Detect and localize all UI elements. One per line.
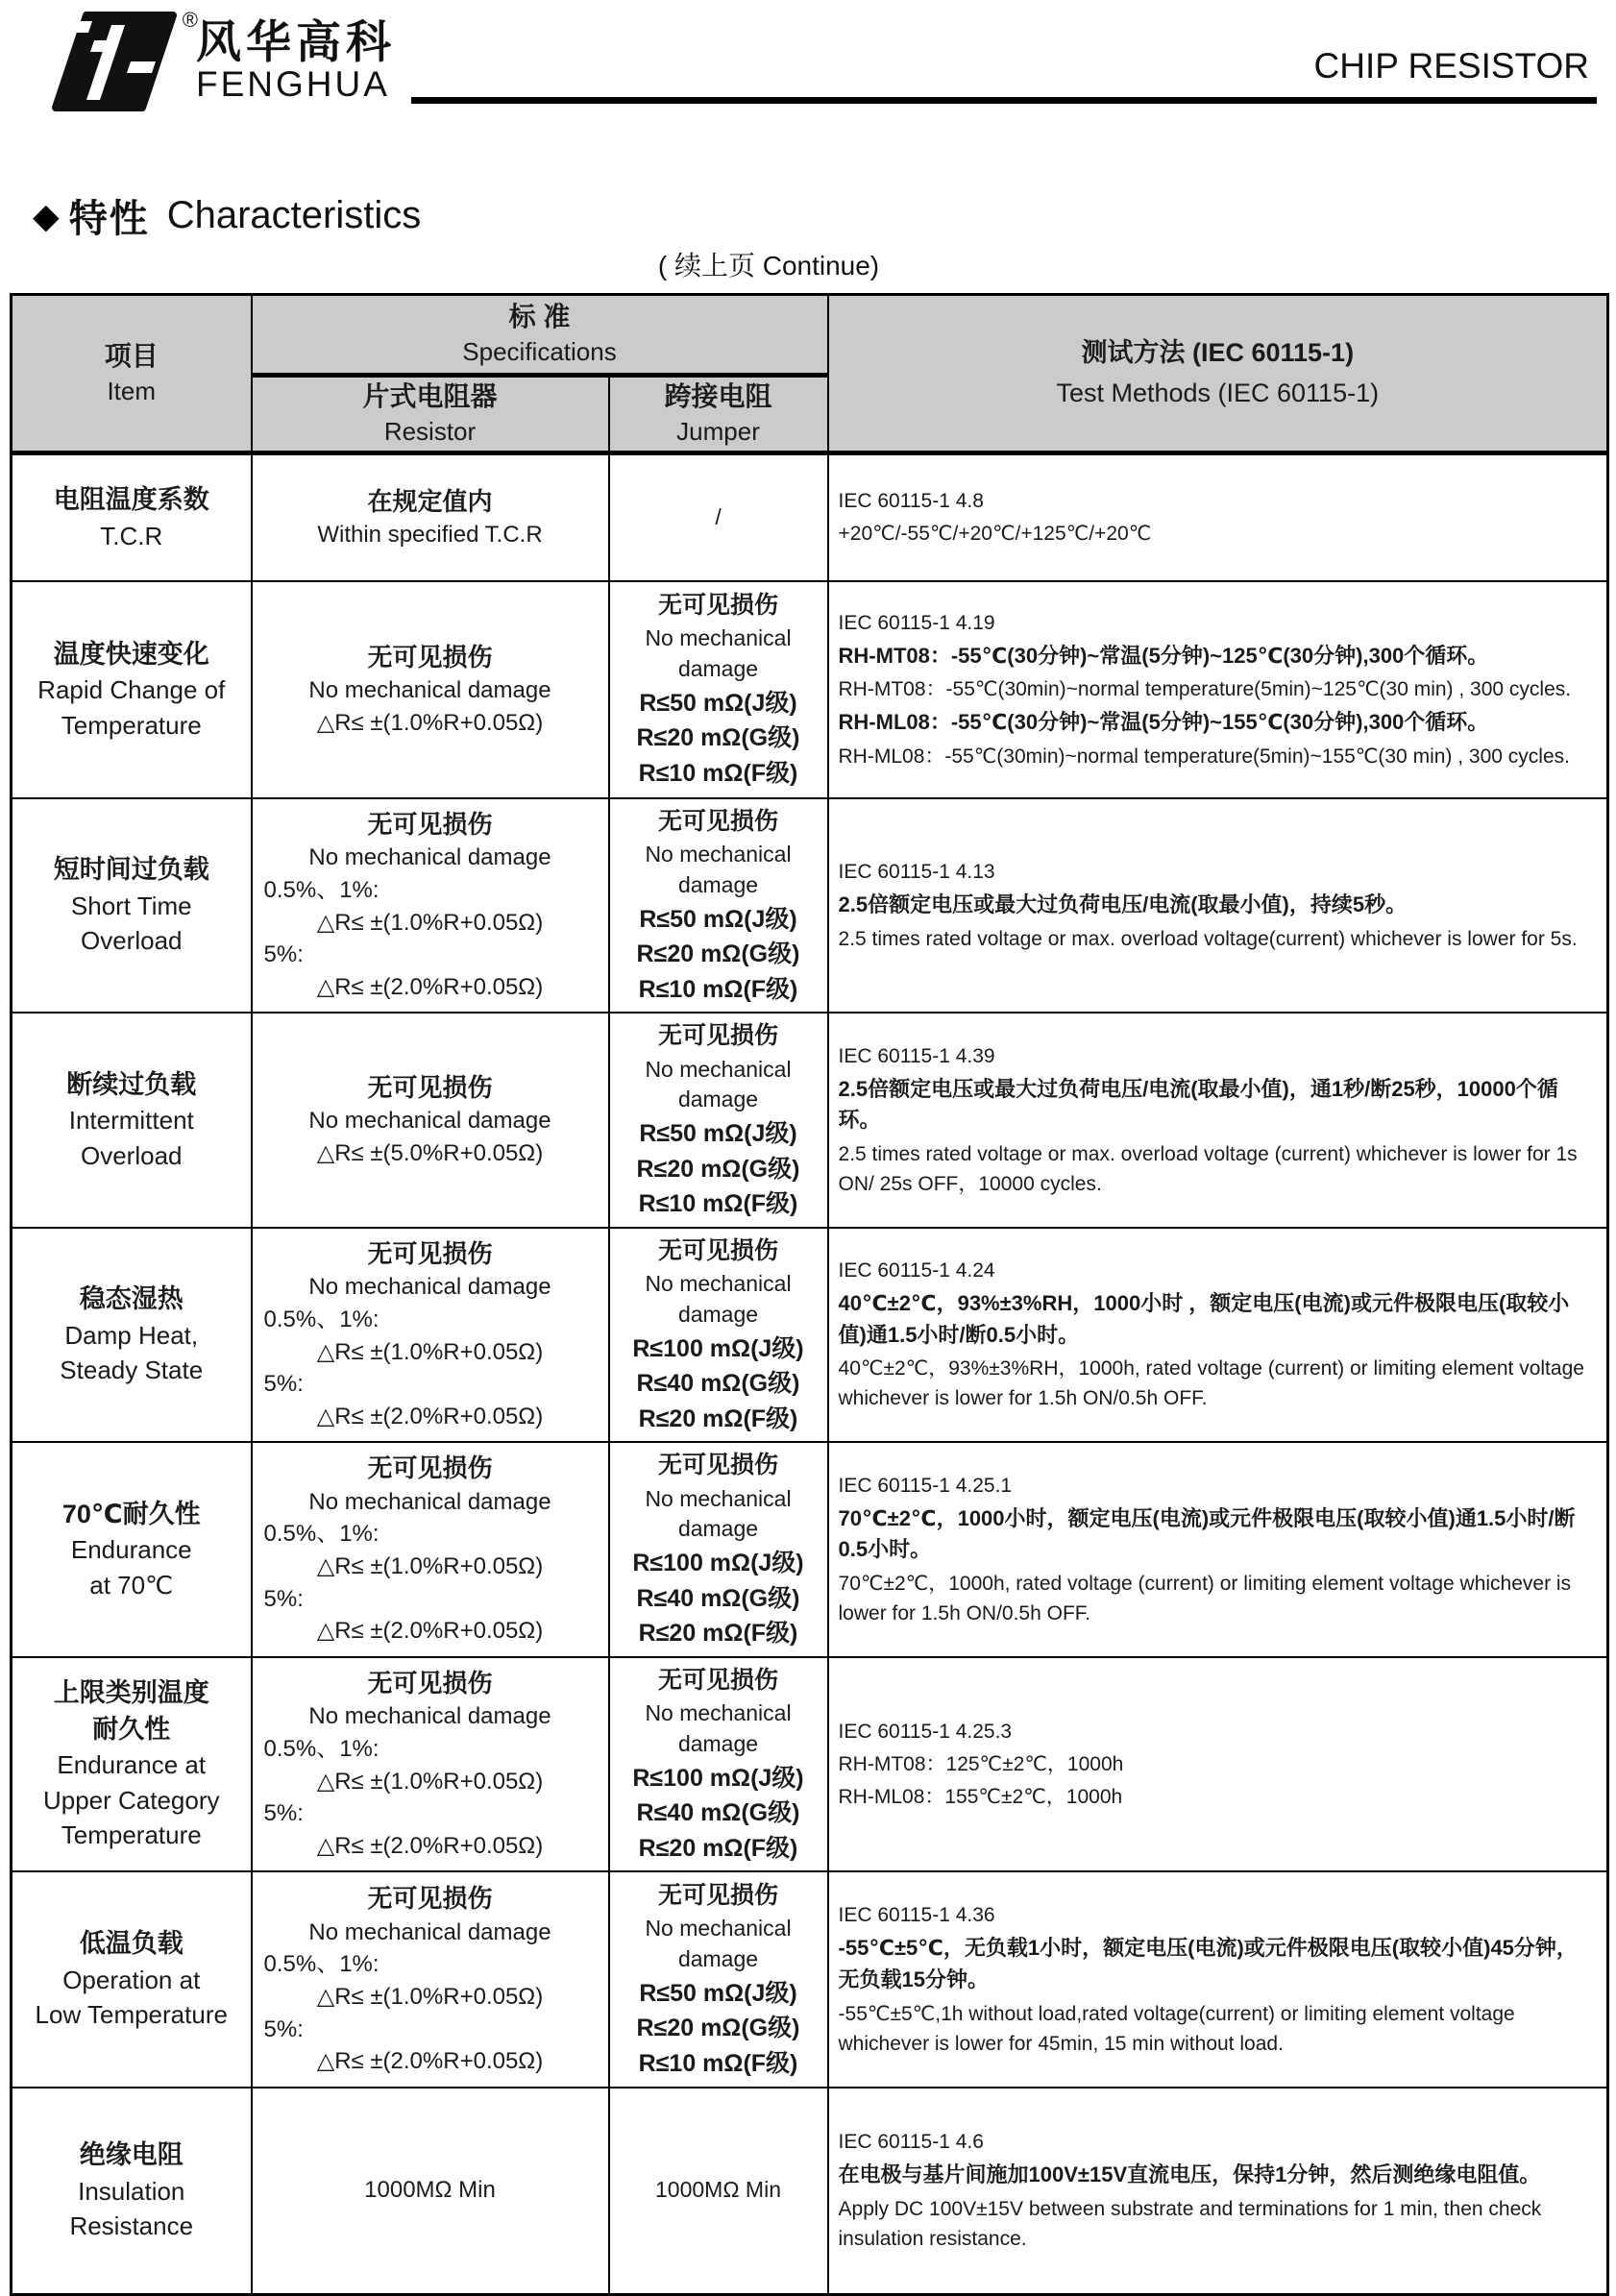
text-line: △R≤ ±(1.0%R+0.05Ω) [316,1338,544,1365]
text-line: R≤100 mΩ(J级) [632,1764,804,1792]
text-line: 0.5%、1%: [263,1735,380,1762]
text-line: 70℃±2℃，1000h, rated voltage (current) or limiting element voltage whichever is lower for 1.5h ON/0.5h OFF. [838,1572,1572,1624]
text-line: / [715,504,722,530]
text-line: Resistance [69,2211,194,2241]
jumper-spec-cell [609,1013,828,1227]
col-header-spec-zh: 标 准 [508,301,571,331]
brand-block [50,8,396,111]
test-method-cell [828,581,1608,798]
col-header-resistor-zh: 片式电阻器 [362,381,498,411]
text-line: 5%: [263,1800,304,1827]
text-line: △R≤ ±(1.0%R+0.05Ω) [316,1983,544,2010]
text-line: IEC 60115-1 4.39 [838,1044,995,1067]
text-line: △R≤ ±(2.0%R+0.05Ω) [316,1832,544,1859]
brand-text [196,12,396,106]
text-line: 温度快速变化 [53,639,209,669]
text-line: R≤40 mΩ(G级) [636,1799,800,1827]
text-line: Within specified T.C.R [317,522,543,549]
jumper-spec-cell [609,1442,828,1656]
jumper-spec-cell [609,1657,828,1871]
fenghua-logo-icon [50,8,198,111]
text-line: Intermittent [68,1106,194,1136]
text-line: 断续过负载 [66,1069,197,1099]
text-line: RH-ML08：-55℃(30min)~normal temperature(5min)~155℃(30 min) , 300 cycles. [838,745,1570,768]
table-row [12,2088,1608,2294]
text-line: △R≤ ±(2.0%R+0.05Ω) [316,1618,544,1645]
text-line: 无可见损伤 [658,1666,779,1694]
text-line: IEC 60115-1 4.25.1 [838,1474,1013,1497]
item-cell [12,1228,252,1442]
text-line: 无可见损伤 [658,1452,779,1479]
text-line: R≤50 mΩ(J级) [639,1979,797,2007]
brand-name-en: FENGHUA [196,64,390,104]
text-line: No mechanical damage [308,1918,551,1945]
text-line: R≤40 mΩ(G级) [636,1584,800,1612]
resistor-spec-cell [252,453,609,581]
text-line: R≤40 mΩ(G级) [636,1370,800,1398]
text-line: 无可见损伤 [658,1022,779,1050]
text-line: No mechanical damage [308,677,551,704]
text-line: 无可见损伤 [367,642,493,672]
text-line: No mechanical damage [645,1916,792,1972]
text-line: 在规定值内 [367,486,493,516]
col-header-resistor-en: Resistor [383,417,477,447]
text-line: No mechanical damage [645,1485,792,1542]
item-cell [12,453,252,581]
brand-name-zh: 风华高科 [196,16,396,67]
characteristics-table [10,293,1609,2296]
item-cell [12,2088,252,2294]
test-method-cell [828,1228,1608,1442]
test-method-cell [828,1657,1608,1871]
text-line: 70℃耐久性 [61,1499,201,1528]
text-line: △R≤ ±(2.0%R+0.05Ω) [316,1404,544,1430]
text-line: △R≤ ±(1.0%R+0.05Ω) [316,1768,544,1795]
text-line: 2.5 times rated voltage or max. overload voltage(current) whichever is lower for 5s. [838,927,1578,950]
text-line: -55℃±5℃,1h without load,rated voltage(current) or limiting element voltage whichever is lower for 45min, 15 min without load. [838,2002,1515,2055]
text-line: No mechanical damage [645,842,792,897]
col-header-jumper-en: Jumper [676,417,760,447]
table-body [12,453,1608,2294]
text-line: 上限类别温度 [53,1678,209,1708]
registered-mark-icon: ® [182,8,198,32]
item-cell [12,1013,252,1227]
header-rule [411,97,1597,104]
text-line: R≤20 mΩ(G级) [636,940,800,968]
doc-title: CHIP RESISTOR [1313,46,1589,85]
text-line: 40℃±2℃，93%±3%RH，1000h, rated voltage (current) or limiting element voltage whichever is lower for 1.5h ON/0.5h OFF. [838,1357,1584,1410]
table-row [12,1442,1608,1656]
jumper-spec-cell [609,581,828,798]
text-line: 5%: [263,2015,304,2042]
text-line: R≤20 mΩ(G级) [636,1155,800,1183]
text-line: Short Time [70,891,192,920]
text-line: No mechanical damage [308,1488,551,1515]
jumper-spec-cell [609,798,828,1013]
text-line: 1000MΩ Min [655,2177,781,2203]
text-line: 无可见损伤 [367,1668,493,1698]
col-header-jumper-zh: 跨接电阻 [664,381,772,411]
jumper-spec-cell [609,453,828,581]
text-line: 2.5倍额定电压或最大过负荷电压/电流(取最小值)，持续5秒。 [838,892,1408,917]
text-line: 低温负载 [79,1929,184,1959]
col-header-item [12,295,252,453]
text-line: No mechanical damage [645,625,792,682]
text-line: IEC 60115-1 4.36 [838,1904,995,1927]
text-line: R≤50 mΩ(J级) [639,689,797,717]
section-title-zh: 特性 [68,198,150,240]
text-line: R≤20 mΩ(F级) [638,1404,798,1432]
text-line: Temperature [61,710,202,740]
text-line: 短时间过负载 [53,855,209,885]
resistor-spec-cell [252,798,609,1013]
text-line: IEC 60115-1 4.24 [838,1259,995,1282]
text-line: 无可见损伤 [658,1881,779,1909]
test-method-cell [828,2088,1608,2294]
text-line: RH-MT08：125℃±2℃，1000h [838,1752,1124,1775]
text-line: △R≤ ±(1.0%R+0.05Ω) [316,709,544,736]
text-line: R≤50 mΩ(J级) [639,1120,797,1148]
jumper-spec-cell [609,2088,828,2294]
text-line: 0.5%、1%: [263,877,380,904]
text-line: IEC 60115-1 4.13 [838,861,995,884]
text-line: Operation at [62,1966,201,1995]
text-line: 0.5%、1%: [263,1951,380,1978]
text-line: 无可见损伤 [367,810,493,840]
table-row [12,1657,1608,1871]
text-line: R≤10 mΩ(F级) [638,2049,798,2077]
table-row [12,453,1608,581]
text-line: 电阻温度系数 [53,484,209,514]
text-line: R≤20 mΩ(F级) [638,1834,798,1862]
text-line: No mechanical damage [645,1056,792,1112]
item-cell [12,1657,252,1871]
text-line: Steady State [60,1356,204,1385]
col-header-specifications [252,295,828,376]
text-line: R≤10 mΩ(F级) [638,759,798,787]
test-method-cell [828,1013,1608,1227]
text-line: 1000MΩ Min [364,2177,496,2204]
table-row [12,798,1608,1013]
section-heading [33,188,421,243]
continue-note: ( 续上页 Continue) [657,251,880,281]
jumper-spec-cell [609,1871,828,2088]
diamond-icon: ◆ [33,195,60,235]
text-line: Damp Heat, [64,1320,199,1350]
text-line: 5%: [263,1371,304,1398]
text-line: 绝缘电阻 [79,2140,184,2170]
text-line: 耐久性 [92,1714,171,1744]
text-line: 0.5%、1%: [263,1521,380,1548]
col-header-jumper [609,376,828,453]
resistor-spec-cell [252,1013,609,1227]
text-line: Temperature [61,1820,202,1850]
text-line: Overload [81,926,183,956]
text-line: R≤50 mΩ(J级) [639,905,797,933]
text-line: -55℃±5℃，无负载1小时，额定电压(电流)或元件极限电压(取较小值)45分钟，无负载15分钟。 [838,1936,1578,1991]
text-line: 40℃±2℃，93%±3%RH，1000小时 ，额定电压(电流)或元件极限电压(取较小值)通1.5小时/断0.5小时。 [838,1291,1570,1347]
resistor-spec-cell [252,1442,609,1656]
test-method-cell [828,798,1608,1013]
text-line: Upper Category [42,1785,220,1815]
text-line: IEC 60115-1 4.8 [838,490,984,513]
text-line: 2.5倍额定电压或最大过负荷电压/电流(取最小值)，通1秒/断25秒，10000个循环。 [838,1076,1558,1133]
text-line: 无可见损伤 [658,807,779,835]
text-line: R≤10 mΩ(F级) [638,1190,798,1218]
resistor-spec-cell [252,1228,609,1442]
resistor-spec-cell [252,1871,609,2088]
test-method-cell [828,453,1608,581]
text-line: Endurance [70,1535,192,1565]
table-header [12,295,1608,453]
col-header-item-zh: 项目 [104,340,159,371]
text-line: No mechanical damage [645,1271,792,1327]
text-line: 0.5%、1%: [263,1307,380,1332]
text-line: No mechanical damage [645,1700,792,1756]
text-line: 5%: [263,1585,304,1612]
item-cell [12,581,252,798]
text-line: 2.5 times rated voltage or max. overload voltage (current) whichever is lower for 1s ON/ 25s OFF，10000 cycles. [838,1142,1578,1195]
text-line: IEC 60115-1 4.6 [838,2131,984,2154]
text-line: Low Temperature [35,2000,228,2030]
text-line: No mechanical damage [308,1108,551,1135]
text-line: 无可见损伤 [367,1239,493,1269]
text-line: RH-MT08：-55℃(30min)~normal temperature(5min)~125℃(30 min) , 300 cycles. [838,678,1572,701]
text-line: △R≤ ±(1.0%R+0.05Ω) [316,1553,544,1580]
col-header-resistor [252,376,609,453]
text-line: +20℃/-55℃/+20℃/+125℃/+20℃ [838,523,1152,546]
section-title-en: Characteristics [166,194,422,236]
text-line: △R≤ ±(1.0%R+0.05Ω) [316,909,544,936]
table-row [12,581,1608,798]
text-line: 无可见损伤 [658,591,779,619]
text-line: T.C.R [100,521,163,550]
text-line: 无可见损伤 [658,1236,779,1264]
text-line: 稳态湿热 [79,1284,184,1314]
col-header-spec-en: Specifications [462,337,617,367]
item-cell [12,798,252,1013]
text-line: Apply DC 100V±15V between substrate and terminations for 1 min, then check insulation resistance. [838,2198,1542,2251]
col-header-test-en: Test Methods (IEC 60115-1) [1056,379,1380,408]
text-line: 无可见损伤 [367,1073,493,1103]
text-line: Insulation [78,2176,185,2206]
table-row [12,1013,1608,1227]
text-line: Rapid Change of [37,675,226,705]
text-line: 无可见损伤 [367,1884,493,1914]
item-cell [12,1442,252,1656]
text-line: Overload [81,1140,183,1170]
text-line: No mechanical damage [308,1274,551,1301]
text-line: RH-MT08：-55℃(30分钟)~常温(5分钟)~125℃(30分钟),300个循环。 [838,643,1489,668]
text-line: at 70℃ [89,1570,174,1600]
test-method-cell [828,1442,1608,1656]
text-line: 70℃±2℃，1000小时，额定电压(电流)或元件极限电压(取较小值)通1.5小时/断0.5小时。 [838,1505,1576,1562]
text-line: R≤20 mΩ(G级) [636,2015,800,2042]
text-line: △R≤ ±(2.0%R+0.05Ω) [316,974,544,1001]
text-line: No mechanical damage [308,1703,551,1730]
text-line: Endurance at [57,1750,207,1780]
resistor-spec-cell [252,1657,609,1871]
col-header-test-zh: 测试方法 (IEC 60115-1) [1081,338,1355,367]
text-line: 无可见损伤 [367,1453,493,1483]
text-line: R≤100 mΩ(J级) [632,1550,804,1577]
text-line: IEC 60115-1 4.25.3 [838,1720,1013,1743]
text-line: IEC 60115-1 4.19 [838,611,995,634]
text-line: RH-ML08：-55℃(30分钟)~常温(5分钟)~155℃(30分钟),300个循环。 [838,710,1489,735]
text-line: RH-ML08：155℃±2℃，1000h [838,1785,1123,1808]
table-row [12,1228,1608,1442]
resistor-spec-cell [252,581,609,798]
text-line: 在电极与基片间施加100V±15V直流电压，保持1分钟，然后测绝缘电阻值。 [838,2162,1541,2187]
jumper-spec-cell [609,1228,828,1442]
text-line: R≤100 mΩ(J级) [632,1334,804,1362]
text-line: R≤10 mΩ(F级) [638,975,798,1003]
test-method-cell [828,1871,1608,2088]
table-row [12,1871,1608,2088]
text-line: 5%: [263,941,304,968]
col-header-test-methods [828,295,1608,453]
text-line: R≤20 mΩ(G级) [636,724,800,752]
text-line: △R≤ ±(2.0%R+0.05Ω) [316,2048,544,2075]
text-line: No mechanical damage [308,844,551,871]
item-cell [12,1871,252,2088]
text-line: R≤20 mΩ(F级) [638,1620,798,1648]
col-header-item-en: Item [107,376,157,405]
text-line: △R≤ ±(5.0%R+0.05Ω) [316,1140,544,1167]
resistor-spec-cell [252,2088,609,2294]
